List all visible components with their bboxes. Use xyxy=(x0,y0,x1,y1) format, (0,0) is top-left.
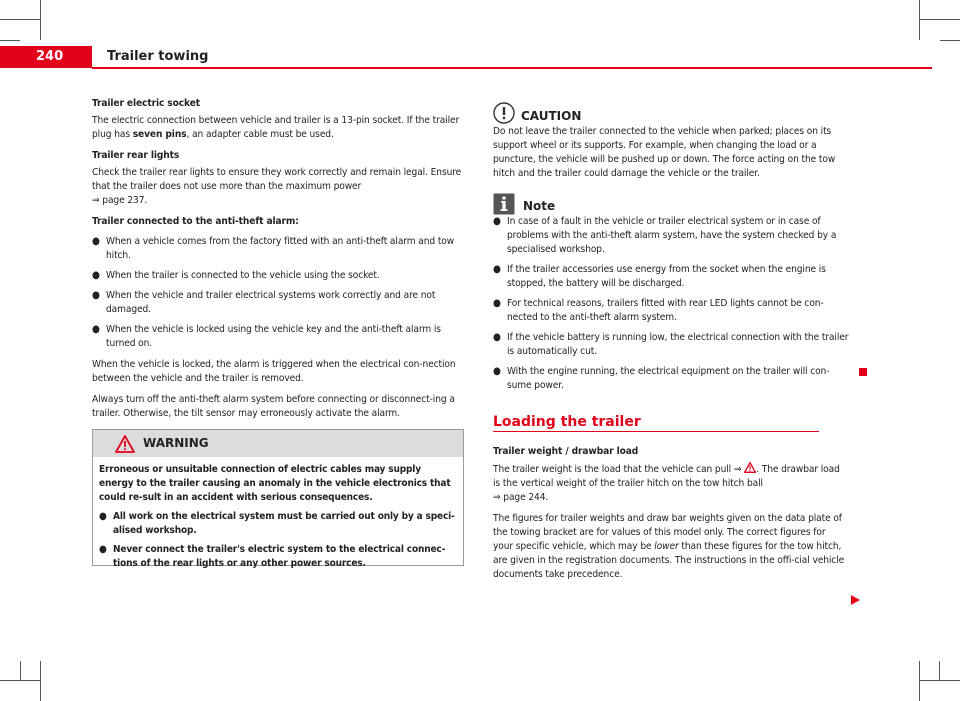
list-item xyxy=(493,215,853,257)
list-item-text: When the trailer is connected to the vehicle using the socket. xyxy=(106,270,380,281)
list-item-text: If the trailer accessories use energy from the socket when the engine is stopped, the battery will be discharged. xyxy=(507,264,826,289)
warning-body xyxy=(93,457,463,571)
crop-mark xyxy=(40,0,41,40)
chapter-title: Trailer towing xyxy=(107,49,209,64)
warning-triangle-icon xyxy=(115,435,135,453)
paragraph xyxy=(493,512,848,582)
info-note-icon xyxy=(493,193,515,215)
list-item-text: For technical reasons, trailers fitted with rear LED lights cannot be con-nected to the anti-theft alarm system. xyxy=(507,298,824,323)
list-item-text: When a vehicle comes from the factory fitted with an anti-theft alarm and tow hitch. xyxy=(106,236,455,261)
list-item xyxy=(92,323,464,351)
bullet: ● xyxy=(493,366,501,377)
crop-mark xyxy=(920,680,960,681)
list-item xyxy=(493,297,853,325)
text: The trailer weight is the load that the vehicle can pull ⇒ xyxy=(493,464,745,475)
continue-arrow-icon xyxy=(851,595,860,605)
section-heading: Trailer electric socket xyxy=(92,98,200,109)
loading-section xyxy=(493,445,848,582)
crop-mark xyxy=(0,19,40,20)
paragraph xyxy=(92,114,464,142)
note-title: Note xyxy=(523,199,556,213)
warning-box xyxy=(92,429,464,569)
list-item xyxy=(92,269,464,283)
page-number: 240 xyxy=(36,49,64,64)
list-item xyxy=(99,510,455,538)
text: The electric connection between vehicle and trailer is a 13-pin socket. If the trailer plug has xyxy=(92,115,460,140)
list-item xyxy=(493,331,853,359)
section-end-marker xyxy=(859,368,867,376)
text: than these figures for the tow hitch, are given in the registration documents. The instructions in the offi-cial vehicle documents take precedence. xyxy=(493,541,845,580)
section-heading: Trailer connected to the anti-theft alarm: xyxy=(92,216,299,227)
warning-title: WARNING xyxy=(143,436,209,450)
crop-mark xyxy=(919,661,920,701)
crop-mark xyxy=(919,0,920,40)
bullet: ● xyxy=(92,270,100,281)
bullet: ● xyxy=(493,216,501,227)
caution-exclamation-icon xyxy=(493,102,515,124)
note-list xyxy=(493,215,853,393)
page-reference-link[interactable]: ⇒ page 244. xyxy=(493,492,549,503)
bullet: ● xyxy=(99,511,107,522)
list-item xyxy=(493,263,853,291)
list-item xyxy=(99,543,455,571)
crop-mark xyxy=(940,40,960,41)
bold-text: seven pins xyxy=(132,129,187,140)
page-reference-link[interactable]: ⇒ page 237. xyxy=(92,195,148,206)
header-rule xyxy=(92,67,932,69)
warning-header xyxy=(93,430,463,457)
section-heading: Trailer rear lights xyxy=(92,150,180,161)
paragraph xyxy=(493,462,848,491)
bullet: ● xyxy=(493,332,501,343)
caution-title: CAUTION xyxy=(521,109,582,123)
italic-text: lower xyxy=(654,541,679,552)
crop-mark xyxy=(0,40,20,41)
crop-mark xyxy=(20,661,21,681)
list-item-text: Never connect the trailer's electric system to the electrical connec-tions of the rear lights or any other power sources. xyxy=(113,544,446,569)
bullet: ● xyxy=(92,236,100,247)
text: . The drawbar load is the vertical weight of the trailer hitch on the tow hitch ball xyxy=(493,464,840,489)
crop-mark xyxy=(939,661,940,681)
list-item-text: In case of a fault in the vehicle or trailer electrical system or in case of problems with the anti-theft alarm system, have the system checked by a specialised workshop. xyxy=(507,216,837,255)
warning-triangle-icon[interactable] xyxy=(744,462,756,473)
list-item-text: When the vehicle is locked using the vehicle key and the anti-theft alarm is turned on. xyxy=(106,324,441,349)
list-item-text: When the vehicle and trailer electrical systems work correctly and are not damaged. xyxy=(106,290,436,315)
section-title-rule xyxy=(493,431,819,432)
bullet: ● xyxy=(92,324,100,335)
crop-mark xyxy=(920,19,960,20)
list-item-text: All work on the electrical system must be carried out only by a speci-alised workshop. xyxy=(113,511,455,536)
text: The figures for trailer weights and draw bar weights given on the data plate of the towing bracket are for values of this model only. The correct figures for your specific vehicle, which may be xyxy=(493,513,842,552)
list-item-text: With the engine running, the electrical equipment on the trailer will con-sume power. xyxy=(507,366,830,391)
section-title: Loading the trailer xyxy=(493,414,641,430)
text: , an adapter cable must be used. xyxy=(186,129,334,140)
list-item xyxy=(92,289,464,317)
paragraph: When the vehicle is locked, the alarm is triggered when the electrical con-nection between the vehicle and the trailer is removed. xyxy=(92,359,456,384)
bullet: ● xyxy=(493,298,501,309)
section-heading: Trailer weight / drawbar load xyxy=(493,446,639,457)
bullet: ● xyxy=(493,264,501,275)
warning-text: Erroneous or unsuitable connection of electric cables may supply energy to the trailer causing an anomaly in the vehicle electronics that could re-sult in an accident with serious consequences. xyxy=(99,464,451,503)
list-item xyxy=(493,365,853,393)
bullet: ● xyxy=(99,544,107,555)
paragraph: Always turn off the anti-theft alarm system before connecting or disconnect-ing a trailer. Otherwise, the tilt sensor may erroneously activate the alarm. xyxy=(92,394,455,419)
crop-mark xyxy=(40,661,41,701)
left-column xyxy=(92,97,464,421)
paragraph: Check the trailer rear lights to ensure they work correctly and remain legal. Ensure that the trailer does not use more than the maximum power xyxy=(92,167,462,192)
caution-text: Do not leave the trailer connected to the vehicle when parked; places on its support wheel or its supports. For example, when changing the load or a puncture, the vehicle will be pushed up or down. The force acting on the tow hitch and the trailer could damage the vehicle or the trailer. xyxy=(493,126,836,179)
bullet: ● xyxy=(92,290,100,301)
list-item-text: If the vehicle battery is running low, the electrical connection with the trailer is automatically cut. xyxy=(507,332,849,357)
list-item xyxy=(92,235,464,263)
